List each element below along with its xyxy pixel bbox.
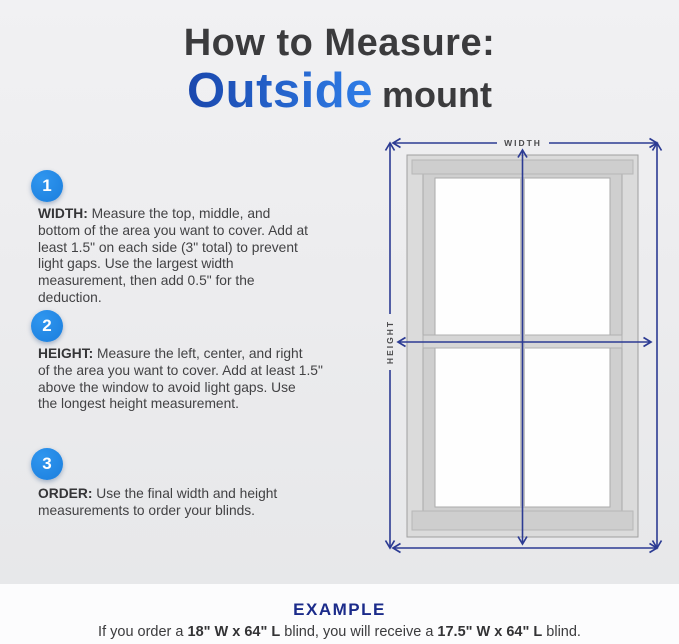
step-line: deduction. [38,289,102,305]
step-line: bottom of the area you want to cover. Add at [38,222,308,238]
page-title-highlight: Outside [187,64,373,118]
step-number: 2 [42,316,52,335]
page-title-line1: How to Measure: [183,22,496,64]
page-title [0,22,679,119]
step-line [38,206,308,223]
page-title-line2 [0,63,679,119]
example-title: EXAMPLE [293,600,386,619]
page-title-suffix: mount [381,74,492,115]
height-label: HEIGHT [385,319,395,365]
step-text-width [38,206,308,307]
step-line-rest: Measure the left, center, and right [93,346,303,361]
step-line: least 1.5" on each side (3" total) to prevent [38,239,298,255]
step-text-order [38,486,277,520]
example-suffix: blind. [542,624,581,640]
width-label: WIDTH [504,138,542,148]
step-line: measurements to order your blinds. [38,502,256,518]
step-line-rest: Use the final width and height [92,486,278,501]
step-badge-3 [31,448,63,480]
example-prefix: If you order a [98,624,188,640]
step-line: measurement, then add 0.5" for the [38,273,255,289]
step-label: WIDTH: [38,206,88,221]
step-number: 1 [42,176,52,195]
step-label: HEIGHT: [38,346,94,361]
step-line: light gaps. Use the largest width [38,256,234,272]
step-badge-2 [31,310,63,342]
step-number: 3 [42,454,52,473]
step-badge-1 [31,170,63,202]
example-section [0,600,679,640]
step-line [38,346,323,363]
step-line: the longest height measurement. [38,396,239,412]
step-line: above the window to avoid light gaps. Use [38,379,296,395]
step-line: of the area you want to cover. Add at least 1.5" [38,362,323,378]
window-measure-diagram [375,130,675,590]
example-ordered-size: 18" W x 64" L [187,624,281,640]
step-line [38,486,277,503]
window-diagram-svg [375,130,675,590]
step-label: ORDER: [38,486,93,501]
example-received-size: 17.5" W x 64" L [437,624,543,640]
example-text [0,624,679,640]
step-line-rest: Measure the top, middle, and [87,206,271,221]
example-mid: blind, you will receive a [280,624,438,640]
step-text-height [38,346,323,413]
